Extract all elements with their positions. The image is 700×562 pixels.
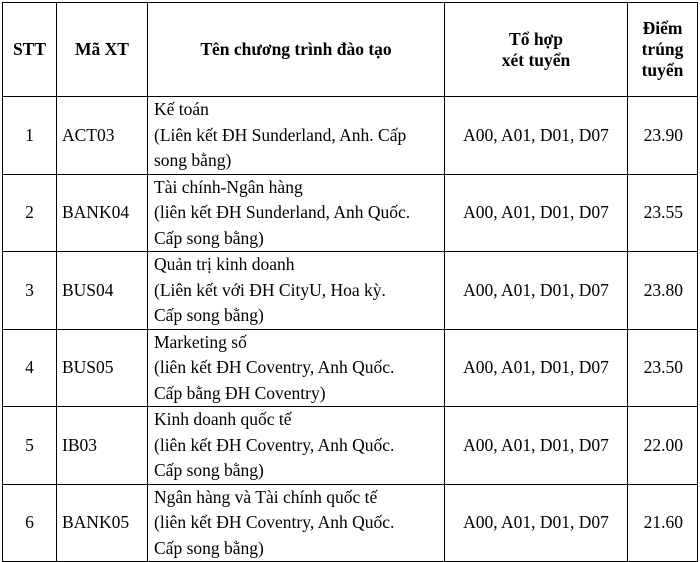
cell-score: 23.50 bbox=[628, 329, 698, 407]
header-score-line: Điểm bbox=[642, 18, 683, 38]
header-stt: STT bbox=[3, 3, 57, 97]
table-row bbox=[3, 484, 698, 562]
program-name: Marketing số bbox=[154, 331, 247, 352]
program-note: Cấp song bằng) bbox=[154, 227, 264, 248]
cell-stt: 5 bbox=[3, 407, 57, 485]
cell-combo: A00, A01, D01, D07 bbox=[445, 252, 628, 330]
header-code: Mã XT bbox=[57, 3, 148, 97]
program-note: (Liên kết ĐH Sunderland, Anh. Cấp bbox=[154, 124, 407, 145]
program-note: Cấp song bằng) bbox=[154, 460, 264, 480]
cell-program bbox=[148, 97, 445, 175]
program-name: Ngân hàng và Tài chính quốc tế bbox=[154, 486, 378, 507]
table-row bbox=[3, 407, 698, 485]
cell-score: 23.90 bbox=[628, 97, 698, 175]
cell-combo: A00, A01, D01, D07 bbox=[445, 329, 628, 407]
cell-code: ACT03 bbox=[57, 97, 148, 175]
cell-combo: A00, A01, D01, D07 bbox=[445, 407, 628, 485]
admission-score-table bbox=[2, 2, 698, 562]
cell-stt: 2 bbox=[3, 174, 57, 252]
header-score-line: tuyển bbox=[641, 60, 684, 80]
header-score bbox=[628, 3, 698, 97]
cell-score: 21.60 bbox=[628, 484, 698, 562]
cell-score: 23.80 bbox=[628, 252, 698, 330]
header-combo-line: Tổ hợp bbox=[509, 28, 563, 49]
program-note: Cấp song bằng) bbox=[154, 305, 264, 325]
program-note: (liên kết ĐH Sunderland, Anh Quốc. bbox=[154, 202, 411, 222]
program-name: Quản trị kinh doanh bbox=[154, 254, 295, 274]
program-note: (Liên kết với ĐH CityU, Hoa kỳ. bbox=[154, 279, 386, 300]
program-name: Kinh doanh quốc tế bbox=[154, 409, 292, 429]
cell-combo: A00, A01, D01, D07 bbox=[445, 97, 628, 175]
cell-combo: A00, A01, D01, D07 bbox=[445, 484, 628, 562]
cell-stt: 1 bbox=[3, 97, 57, 175]
cell-code: BANK05 bbox=[57, 484, 148, 562]
cell-stt: 3 bbox=[3, 252, 57, 330]
cell-code: BUS05 bbox=[57, 329, 148, 407]
program-note: (liên kết ĐH Coventry, Anh Quốc. bbox=[154, 434, 395, 455]
cell-program bbox=[148, 252, 445, 330]
program-note: song bằng) bbox=[154, 150, 232, 170]
cell-code: BUS04 bbox=[57, 252, 148, 330]
cell-score: 22.00 bbox=[628, 407, 698, 485]
table-row bbox=[3, 97, 698, 175]
program-name: Kế toán bbox=[154, 99, 209, 119]
cell-program bbox=[148, 484, 445, 562]
program-note: Cấp song bằng) bbox=[154, 537, 264, 558]
header-combo bbox=[445, 3, 628, 97]
header-program: Tên chương trình đào tạo bbox=[148, 3, 445, 97]
cell-code: BANK04 bbox=[57, 174, 148, 252]
cell-program bbox=[148, 329, 445, 407]
cell-stt: 6 bbox=[3, 484, 57, 562]
cell-stt: 4 bbox=[3, 329, 57, 407]
program-note: (liên kết ĐH Coventry, Anh Quốc. bbox=[154, 357, 395, 377]
cell-code: IB03 bbox=[57, 407, 148, 485]
program-note: (liên kết ĐH Coventry, Anh Quốc. bbox=[154, 512, 395, 532]
cell-program bbox=[148, 407, 445, 485]
program-name: Tài chính-Ngân hàng bbox=[154, 176, 303, 197]
header-score-line: trúng bbox=[641, 39, 684, 59]
table-row bbox=[3, 252, 698, 330]
table-row bbox=[3, 174, 698, 252]
table-header-row bbox=[3, 3, 698, 97]
cell-program bbox=[148, 174, 445, 252]
header-combo-line: xét tuyển bbox=[501, 49, 571, 70]
table-row bbox=[3, 329, 698, 407]
cell-combo: A00, A01, D01, D07 bbox=[445, 174, 628, 252]
program-note: Cấp bằng ĐH Coventry) bbox=[154, 382, 326, 403]
cell-score: 23.55 bbox=[628, 174, 698, 252]
